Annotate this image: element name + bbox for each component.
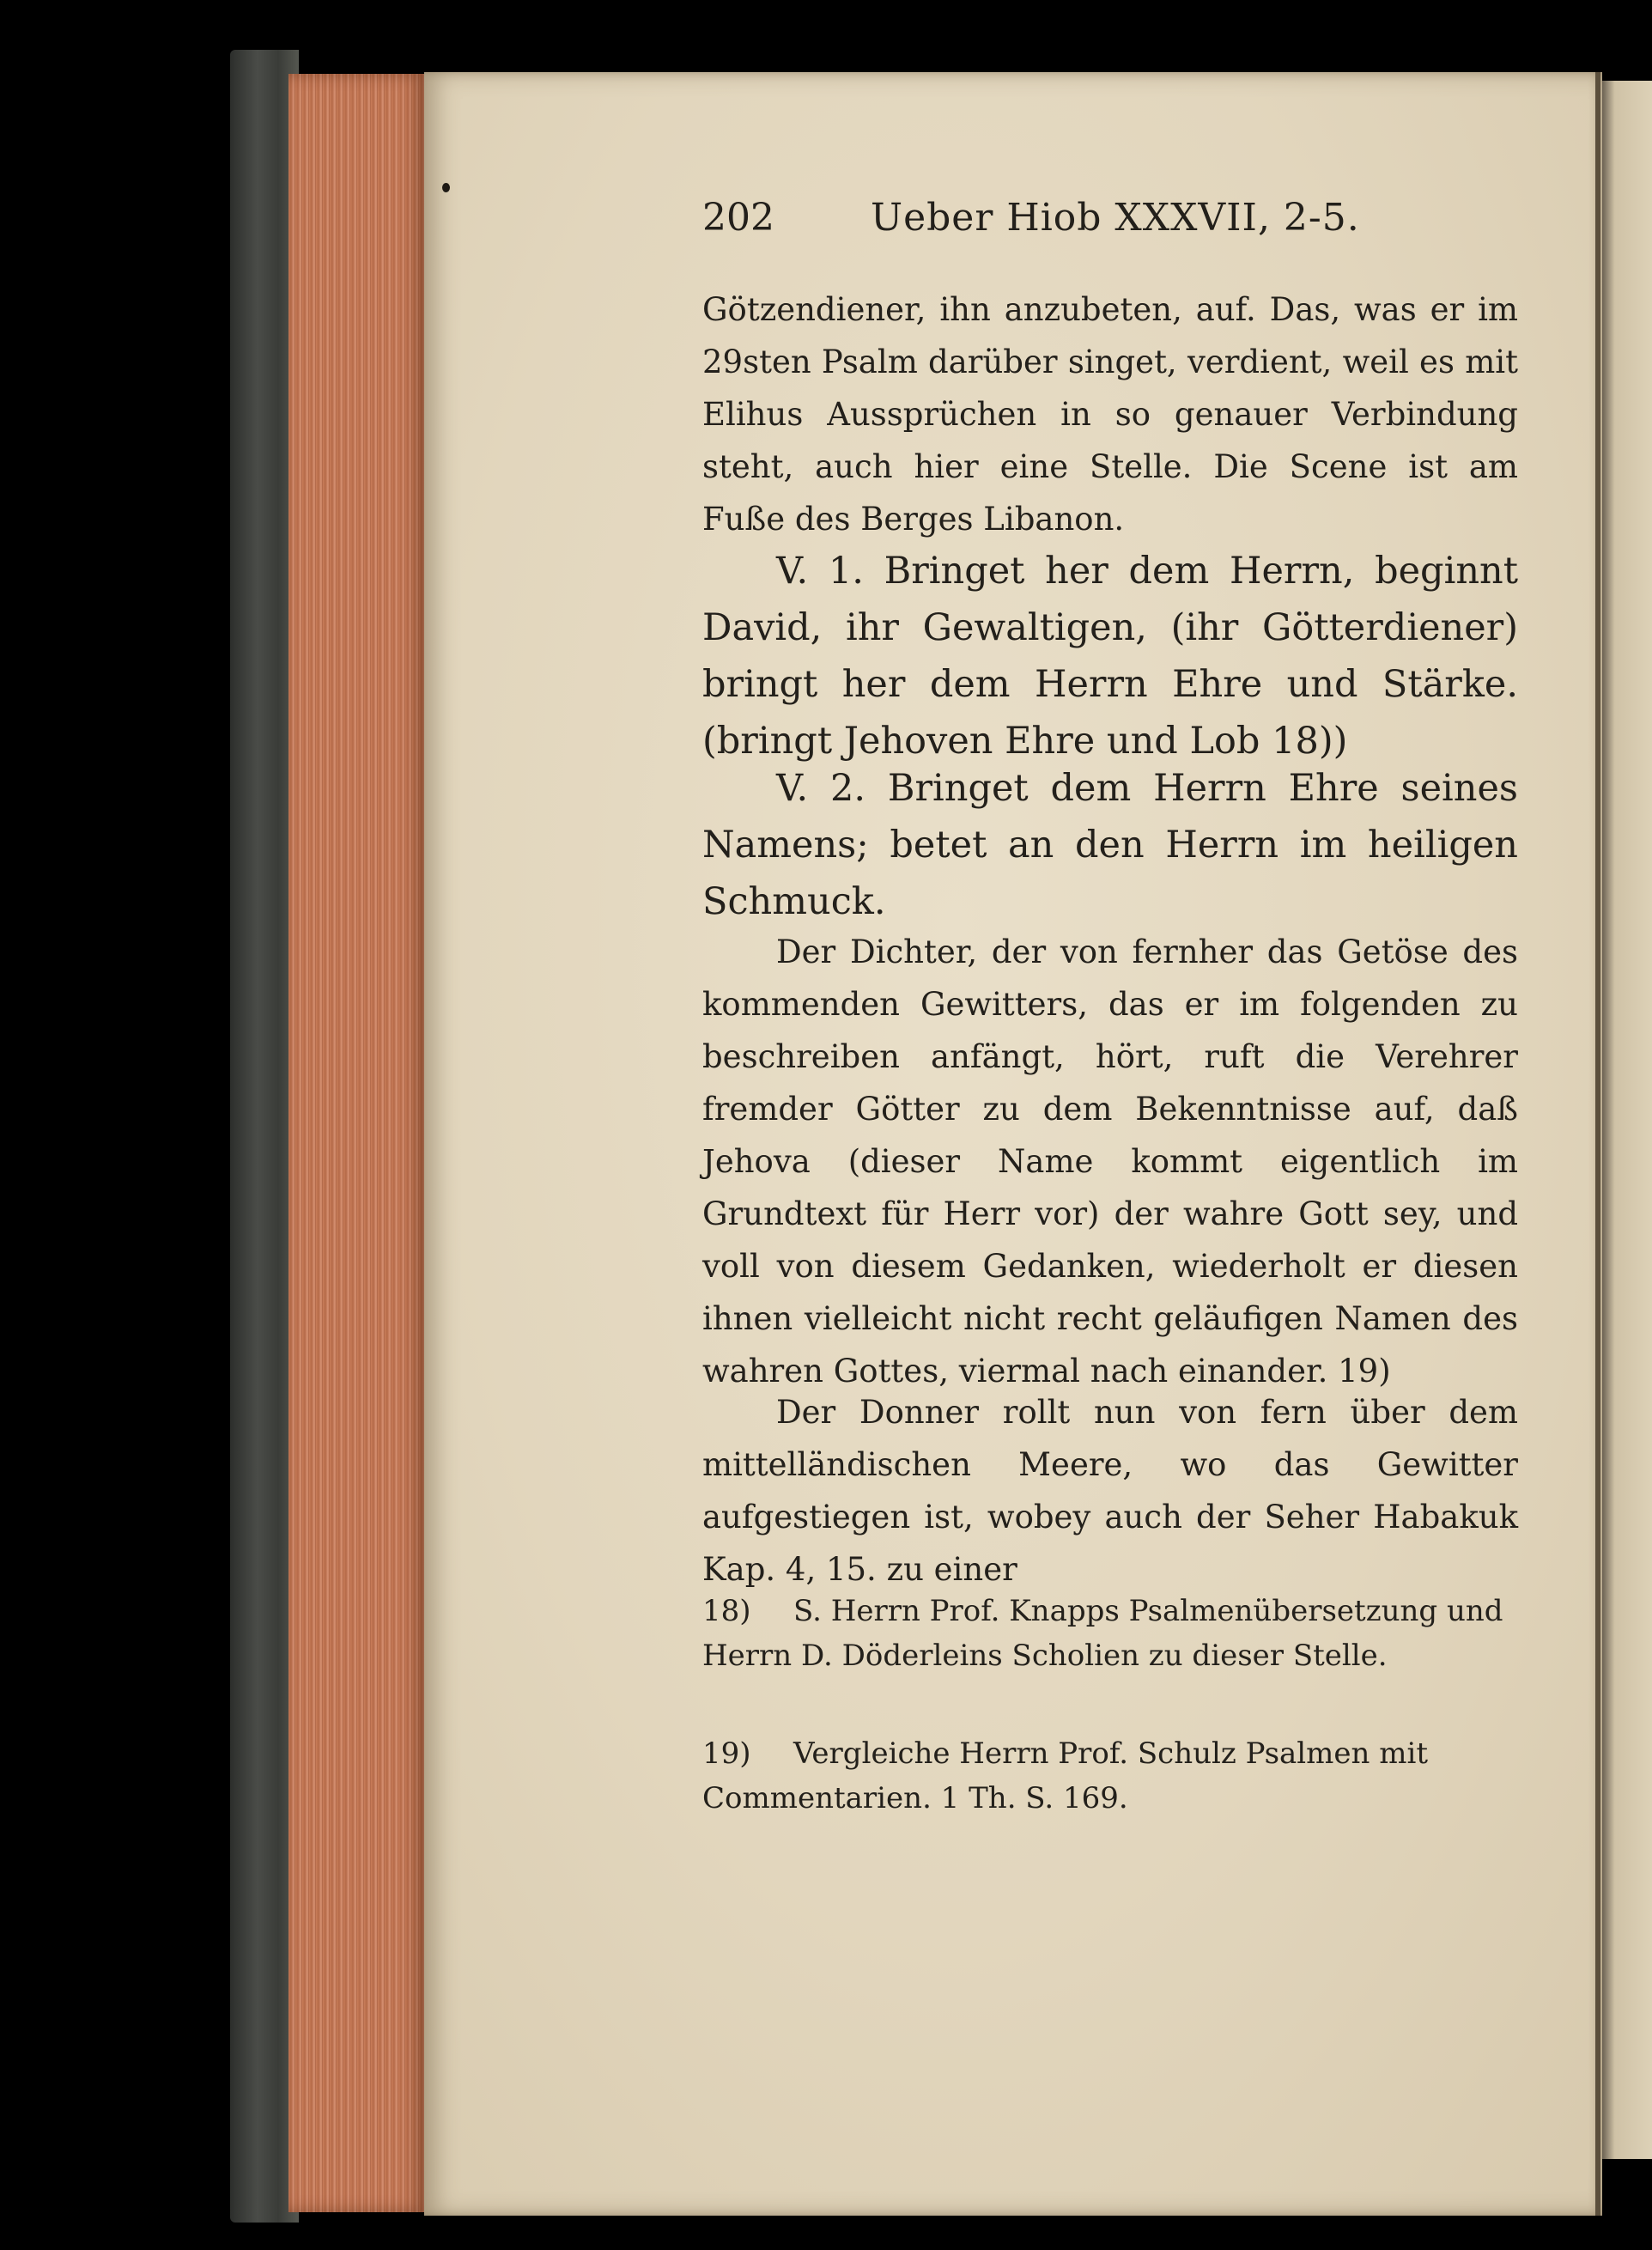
verse-paragraph: V. 2. Bringet dem Herrn Ehre seines Namens; betet an den Herrn im heiligen Schmuck. [702, 767, 1518, 923]
running-title: Ueber Hiob XXXVII, 2-5. [871, 196, 1360, 240]
footnote [702, 1731, 1518, 1821]
page-edges [288, 74, 426, 2212]
facing-page [1602, 81, 1652, 2159]
footnote-text: Vergleiche Herrn Prof. Schulz Psalmen mit Commentarien. 1 Th. S. 169. [702, 1736, 1429, 1815]
footnote-label: 18) [702, 1594, 751, 1628]
paragraph: Götzendiener, ihn anzubeten, auf. Das, was er im 29sten Psalm darüber singet, verdient, weil es mit Elihus Aussprüchen in so genauer Verbindung steht, auch hier eine Stelle. Die Scene ist am Fuße des Berges Libanon. [702, 291, 1518, 538]
page-number: 202 [702, 196, 774, 240]
book-gutter [1595, 72, 1600, 2216]
footnote-label: 19) [702, 1736, 751, 1771]
verse-paragraph: V. 1. Bringet her dem Herrn, beginnt David, ihr Gewaltigen, (ihr Götterdiener) bringt her dem Herrn Ehre und Stärke. (bringt Jehoven Ehre und Lob 18)) [702, 550, 1518, 763]
footnote [702, 1589, 1518, 1678]
paragraph: Der Donner rollt nun von fern über dem mittelländischen Meere, wo das Gewitter aufgestiegen ist, wobey auch der Seher Habakuk Kap. 4, 15. zu einer [702, 1394, 1518, 1588]
ink-speck [442, 183, 450, 192]
paragraph: Der Dichter, der von fernher das Getöse des kommenden Gewitters, das er im folgenden zu beschreiben anfängt, hört, ruft die Verehrer fremder Götter zu dem Bekenntnisse auf, daß Jehova (dieser Name kommt eigentlich im Grundtext für Herr vor) der wahre Gott sey, und voll von diesem Gedanken, wiederholt er diesen ihnen vielleicht nicht recht geläufigen Namen des wahren Gottes, viermal nach einander. 19) [702, 933, 1518, 1390]
footnote-text: S. Herrn Prof. Knapps Psalmenübersetzung und Herrn D. Döderleins Scholien zu dieser Stelle. [702, 1594, 1503, 1673]
page-header [702, 187, 1518, 240]
